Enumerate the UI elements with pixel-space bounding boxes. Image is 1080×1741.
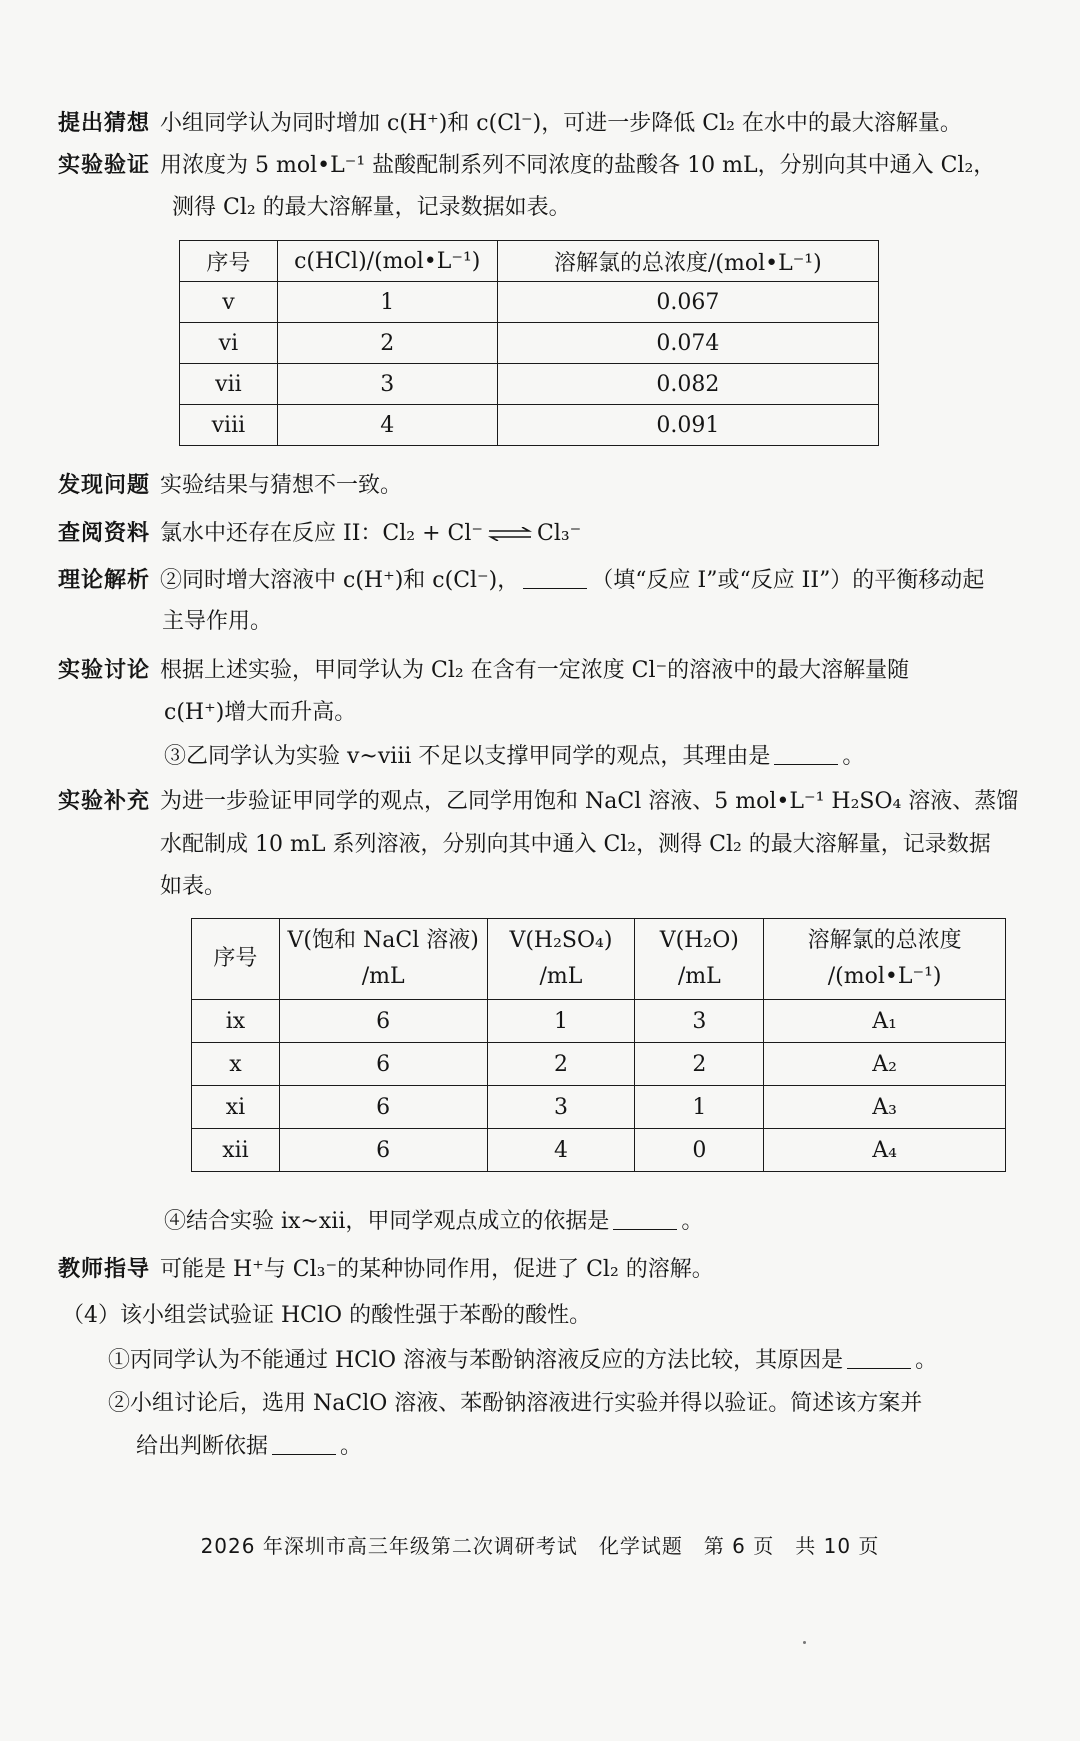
hypothesis-line — [58, 108, 962, 140]
table-header-row — [192, 919, 1006, 1000]
teacher-text: 可能是 H⁺与 Cl₃⁻的某种协同作用，促进了 Cl₂ 的溶解。 — [160, 1257, 714, 1282]
table-cell: 0.074 — [497, 323, 878, 364]
table-cell: 1 — [277, 282, 497, 323]
header-unit: /(mol•L⁻¹) — [827, 964, 942, 989]
discussion-period: 。 — [842, 744, 865, 769]
discussion-text-1: 根据上述实验，甲同学认为 Cl₂ 在含有一定浓度 Cl⁻的溶液中的最大溶解量随 — [160, 658, 910, 683]
equilibrium-arrow-icon — [487, 527, 533, 541]
answer-blank[interactable] — [774, 742, 838, 765]
table-header-cell: c(HCl)/(mol•L⁻¹) — [277, 241, 497, 282]
table-cell: 0 — [635, 1129, 764, 1172]
reference-text-before: 氯水中还存在反应 II：Cl₂ + Cl⁻ — [160, 521, 483, 546]
supplement-line-2: 水配制成 10 mL 系列溶液，分别向其中通入 Cl₂，测得 Cl₂ 的最大溶解量，记录数据 — [160, 832, 991, 857]
analysis-line-2: 主导作用。 — [162, 609, 273, 634]
table-cell: 3 — [635, 1000, 764, 1043]
table-cell: 3 — [487, 1086, 635, 1129]
table-cell: vi — [180, 323, 278, 364]
analysis-line-1 — [58, 565, 984, 597]
table-cell: ix — [192, 1000, 280, 1043]
verification-label: 实验验证 — [58, 153, 151, 178]
header-unit: /mL — [361, 964, 405, 989]
supplement-label: 实验补充 — [58, 789, 151, 814]
discussion-question-3: ③乙同学认为实验 v~viii 不足以支撑甲同学的观点，其理由是 — [164, 744, 771, 769]
part4-q1-period: 。 — [915, 1348, 938, 1373]
part4-q2-text: 给出判断依据 — [136, 1434, 269, 1459]
hypothesis-text: 小组同学认为同时增加 c(H⁺)和 c(Cl⁻)，可进一步降低 Cl₂ 在水中的最大溶解量。 — [160, 111, 962, 136]
table-cell: A₁ — [764, 1000, 1006, 1043]
verification-line-1 — [58, 150, 995, 182]
table-cell: x — [192, 1043, 280, 1086]
table-row — [180, 405, 879, 446]
discussion-line-3 — [164, 741, 864, 773]
table-cell: 4 — [277, 405, 497, 446]
analysis-text-before: ②同时增大溶液中 c(H⁺)和 c(Cl⁻)， — [160, 568, 520, 593]
table-header-cell — [279, 919, 487, 1000]
table-row — [180, 364, 879, 405]
table-row — [180, 323, 879, 364]
table-header-row — [180, 241, 879, 282]
basis-question: ④结合实验 ix~xii，甲同学观点成立的依据是 — [164, 1209, 610, 1234]
problem-label: 发现问题 — [58, 473, 151, 498]
header-text: 溶解氯的总浓度 — [807, 928, 962, 953]
table-cell: 4 — [487, 1129, 635, 1172]
answer-blank[interactable] — [523, 566, 587, 589]
answer-blank[interactable] — [613, 1207, 677, 1230]
header-text: V(H₂O) — [659, 928, 739, 953]
discussion-line-2: c(H⁺)增大而升高。 — [164, 700, 357, 725]
table-cell: vii — [180, 364, 278, 405]
reference-label: 查阅资料 — [58, 521, 151, 546]
basis-period: 。 — [681, 1209, 704, 1234]
table-cell: v — [180, 282, 278, 323]
table-cell: A₂ — [764, 1043, 1006, 1086]
analysis-label: 理论解析 — [58, 568, 151, 593]
solution-volume-table — [191, 918, 1006, 1172]
table-cell: A₄ — [764, 1129, 1006, 1172]
table-header-cell: 溶解氯的总浓度/(mol•L⁻¹) — [497, 241, 878, 282]
table-header-cell — [635, 919, 764, 1000]
table-cell: xii — [192, 1129, 280, 1172]
table-cell: 6 — [279, 1129, 487, 1172]
header-text: V(饱和 NaCl 溶液) — [287, 928, 479, 953]
table-cell: 6 — [279, 1043, 487, 1086]
table-cell: 0.067 — [497, 282, 878, 323]
part4-heading: （4）该小组尝试验证 HClO 的酸性强于苯酚的酸性。 — [62, 1303, 592, 1328]
analysis-text-after: （填“反应 I”或“反应 II”）的平衡移动起 — [591, 568, 985, 593]
paper-speck — [803, 1641, 806, 1644]
page-footer: 2026 年深圳市高三年级第二次调研考试 化学试题 第 6 页 共 10 页 — [200, 1534, 880, 1558]
problem-text: 实验结果与猜想不一致。 — [160, 473, 403, 498]
teacher-label: 教师指导 — [58, 1257, 151, 1282]
table-header-cell — [764, 919, 1006, 1000]
table-cell: A₃ — [764, 1086, 1006, 1129]
part4-q1-text: ①丙同学认为不能通过 HClO 溶液与苯酚钠溶液反应的方法比较，其原因是 — [108, 1348, 844, 1373]
reference-text-after: Cl₃⁻ — [536, 521, 582, 546]
answer-blank[interactable] — [847, 1346, 911, 1369]
table-cell: 2 — [487, 1043, 635, 1086]
teacher-line — [58, 1254, 714, 1286]
discussion-line-1 — [58, 655, 909, 687]
table-cell: viii — [180, 405, 278, 446]
table-cell: 2 — [635, 1043, 764, 1086]
table-row — [192, 1129, 1006, 1172]
table-cell: 0.082 — [497, 364, 878, 405]
discussion-label: 实验讨论 — [58, 658, 151, 683]
header-text: 序号 — [213, 946, 258, 971]
table-cell: 2 — [277, 323, 497, 364]
verification-text-1: 用浓度为 5 mol•L⁻¹ 盐酸配制系列不同浓度的盐酸各 10 mL，分别向其中通入 Cl₂， — [160, 153, 996, 178]
part4-q2-period: 。 — [340, 1434, 363, 1459]
header-text: V(H₂SO₄) — [509, 928, 613, 953]
verification-line-2: 测得 Cl₂ 的最大溶解量，记录数据如表。 — [172, 195, 571, 220]
answer-blank[interactable] — [272, 1432, 336, 1455]
table-row — [192, 1086, 1006, 1129]
basis-line — [164, 1206, 703, 1238]
table-cell: xi — [192, 1086, 280, 1129]
table-header-cell — [487, 919, 635, 1000]
supplement-line-3: 如表。 — [160, 874, 227, 899]
hypothesis-label: 提出猜想 — [58, 111, 151, 136]
supplement-text-1: 为进一步验证甲同学的观点，乙同学用饱和 NaCl 溶液、5 mol•L⁻¹ H₂SO₄ 溶液、蒸馏 — [160, 789, 1019, 814]
table-row — [192, 1000, 1006, 1043]
table-cell: 0.091 — [497, 405, 878, 446]
part4-q2-line-1: ②小组讨论后，选用 NaClO 溶液、苯酚钠溶液进行实验并得以验证。简述该方案并 — [108, 1391, 923, 1416]
part4-q1-line — [108, 1345, 937, 1377]
table-cell: 1 — [487, 1000, 635, 1043]
table-header-cell — [192, 919, 280, 1000]
table-header-cell: 序号 — [180, 241, 278, 282]
supplement-line-1 — [58, 786, 1018, 818]
table-cell: 6 — [279, 1086, 487, 1129]
table-cell: 3 — [277, 364, 497, 405]
header-unit: /mL — [539, 964, 583, 989]
hcl-concentration-table — [179, 240, 879, 446]
table-cell: 1 — [635, 1086, 764, 1129]
reference-line — [58, 518, 581, 550]
table-row — [192, 1043, 1006, 1086]
table-row — [180, 282, 879, 323]
part4-q2-line-2 — [136, 1431, 362, 1463]
table-cell: 6 — [279, 1000, 487, 1043]
problem-line — [58, 470, 402, 502]
header-unit: /mL — [677, 964, 721, 989]
